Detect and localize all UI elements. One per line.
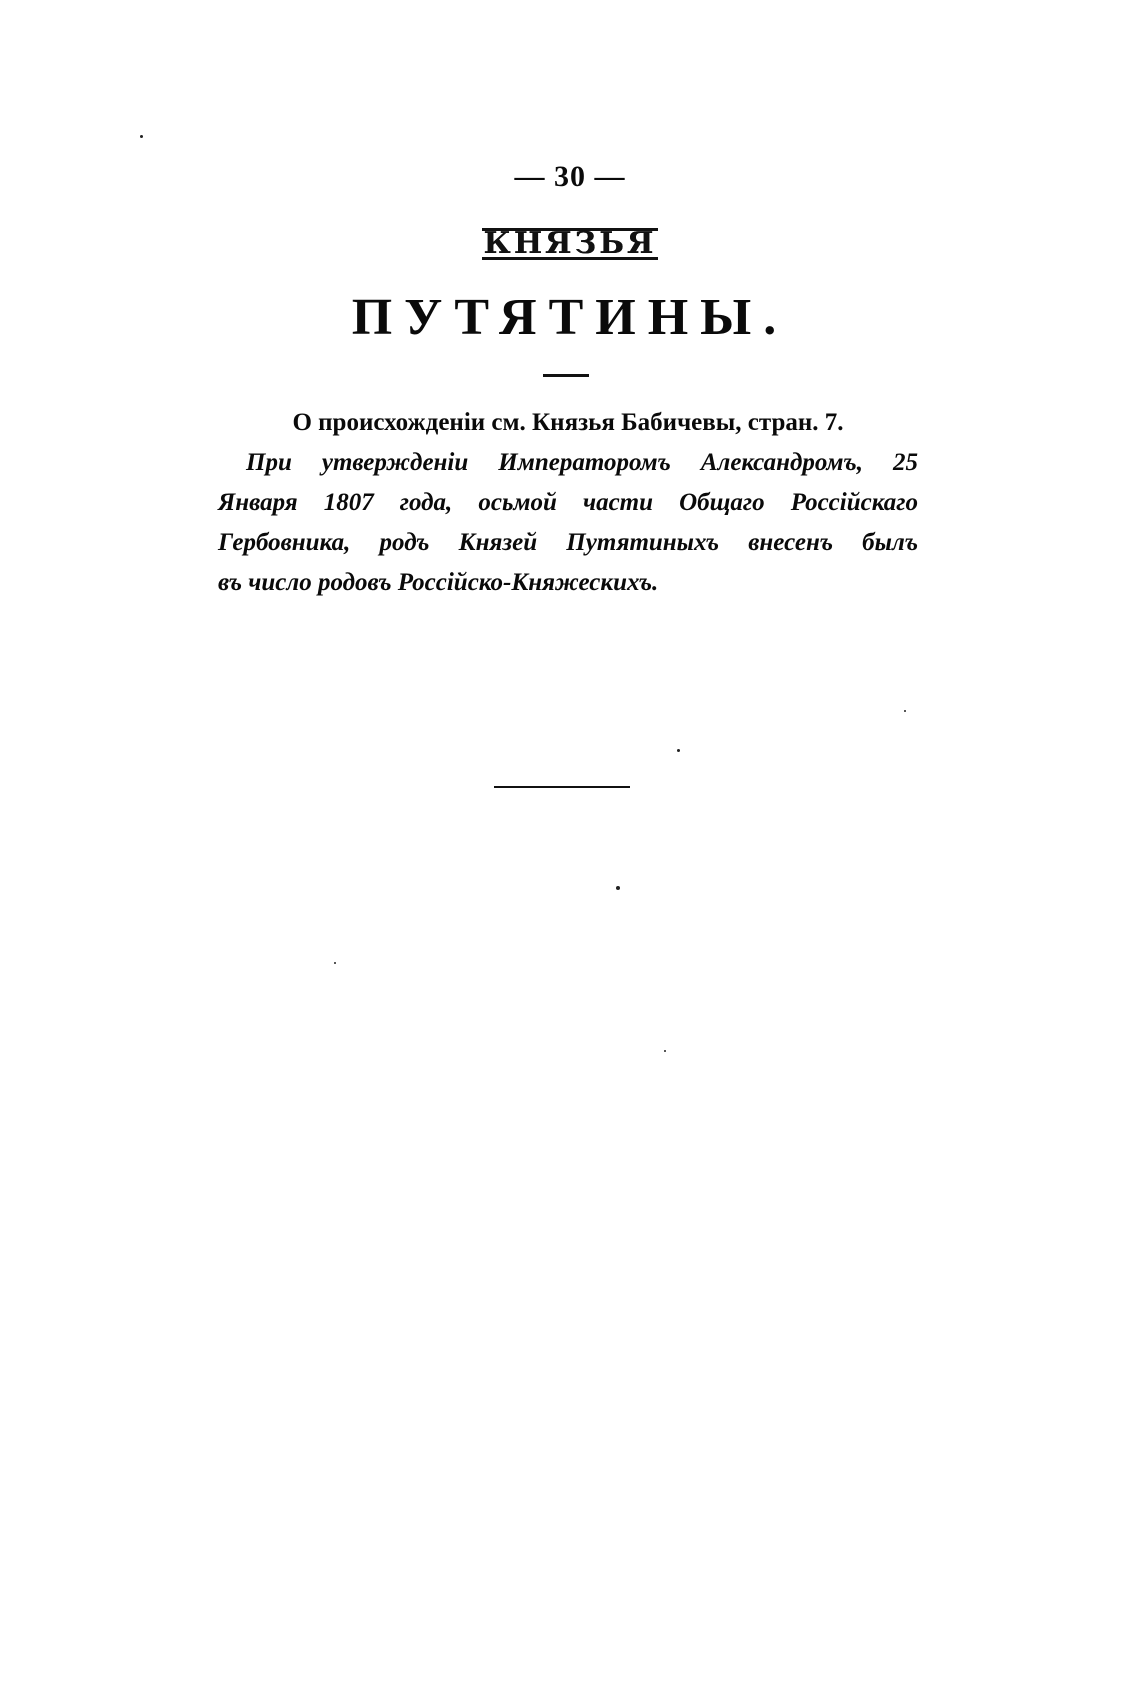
body-text [218,403,918,603]
body-line-4: въ число родовъ Россійско-Княжескихъ. [218,569,659,596]
print-speck [334,962,336,964]
print-speck [677,749,680,752]
body-line-2: Января 1807 года, осьмой части Общаго Россійскаго [218,489,918,516]
body-line-3: Гербовника, родъ Князей Путятиныхъ внесенъ былъ [218,529,918,556]
page-number: — 30 — [514,160,626,193]
origin-reference-line: О происхожденіи см. Князья Бабичевы, стран. 7. [292,409,844,436]
section-header-text: КНЯЗЬЯ [483,226,657,261]
print-speck [140,135,143,138]
end-divider [494,786,630,788]
body-line-1: При утвержденіи Императоромъ Александромъ, 25 [246,449,918,476]
title-divider [543,374,589,377]
section-header-princes [0,226,1140,261]
print-speck [904,710,906,712]
print-speck [664,1050,666,1052]
page-title: ПУТЯТИНЫ. [351,289,789,346]
print-speck [616,886,620,890]
